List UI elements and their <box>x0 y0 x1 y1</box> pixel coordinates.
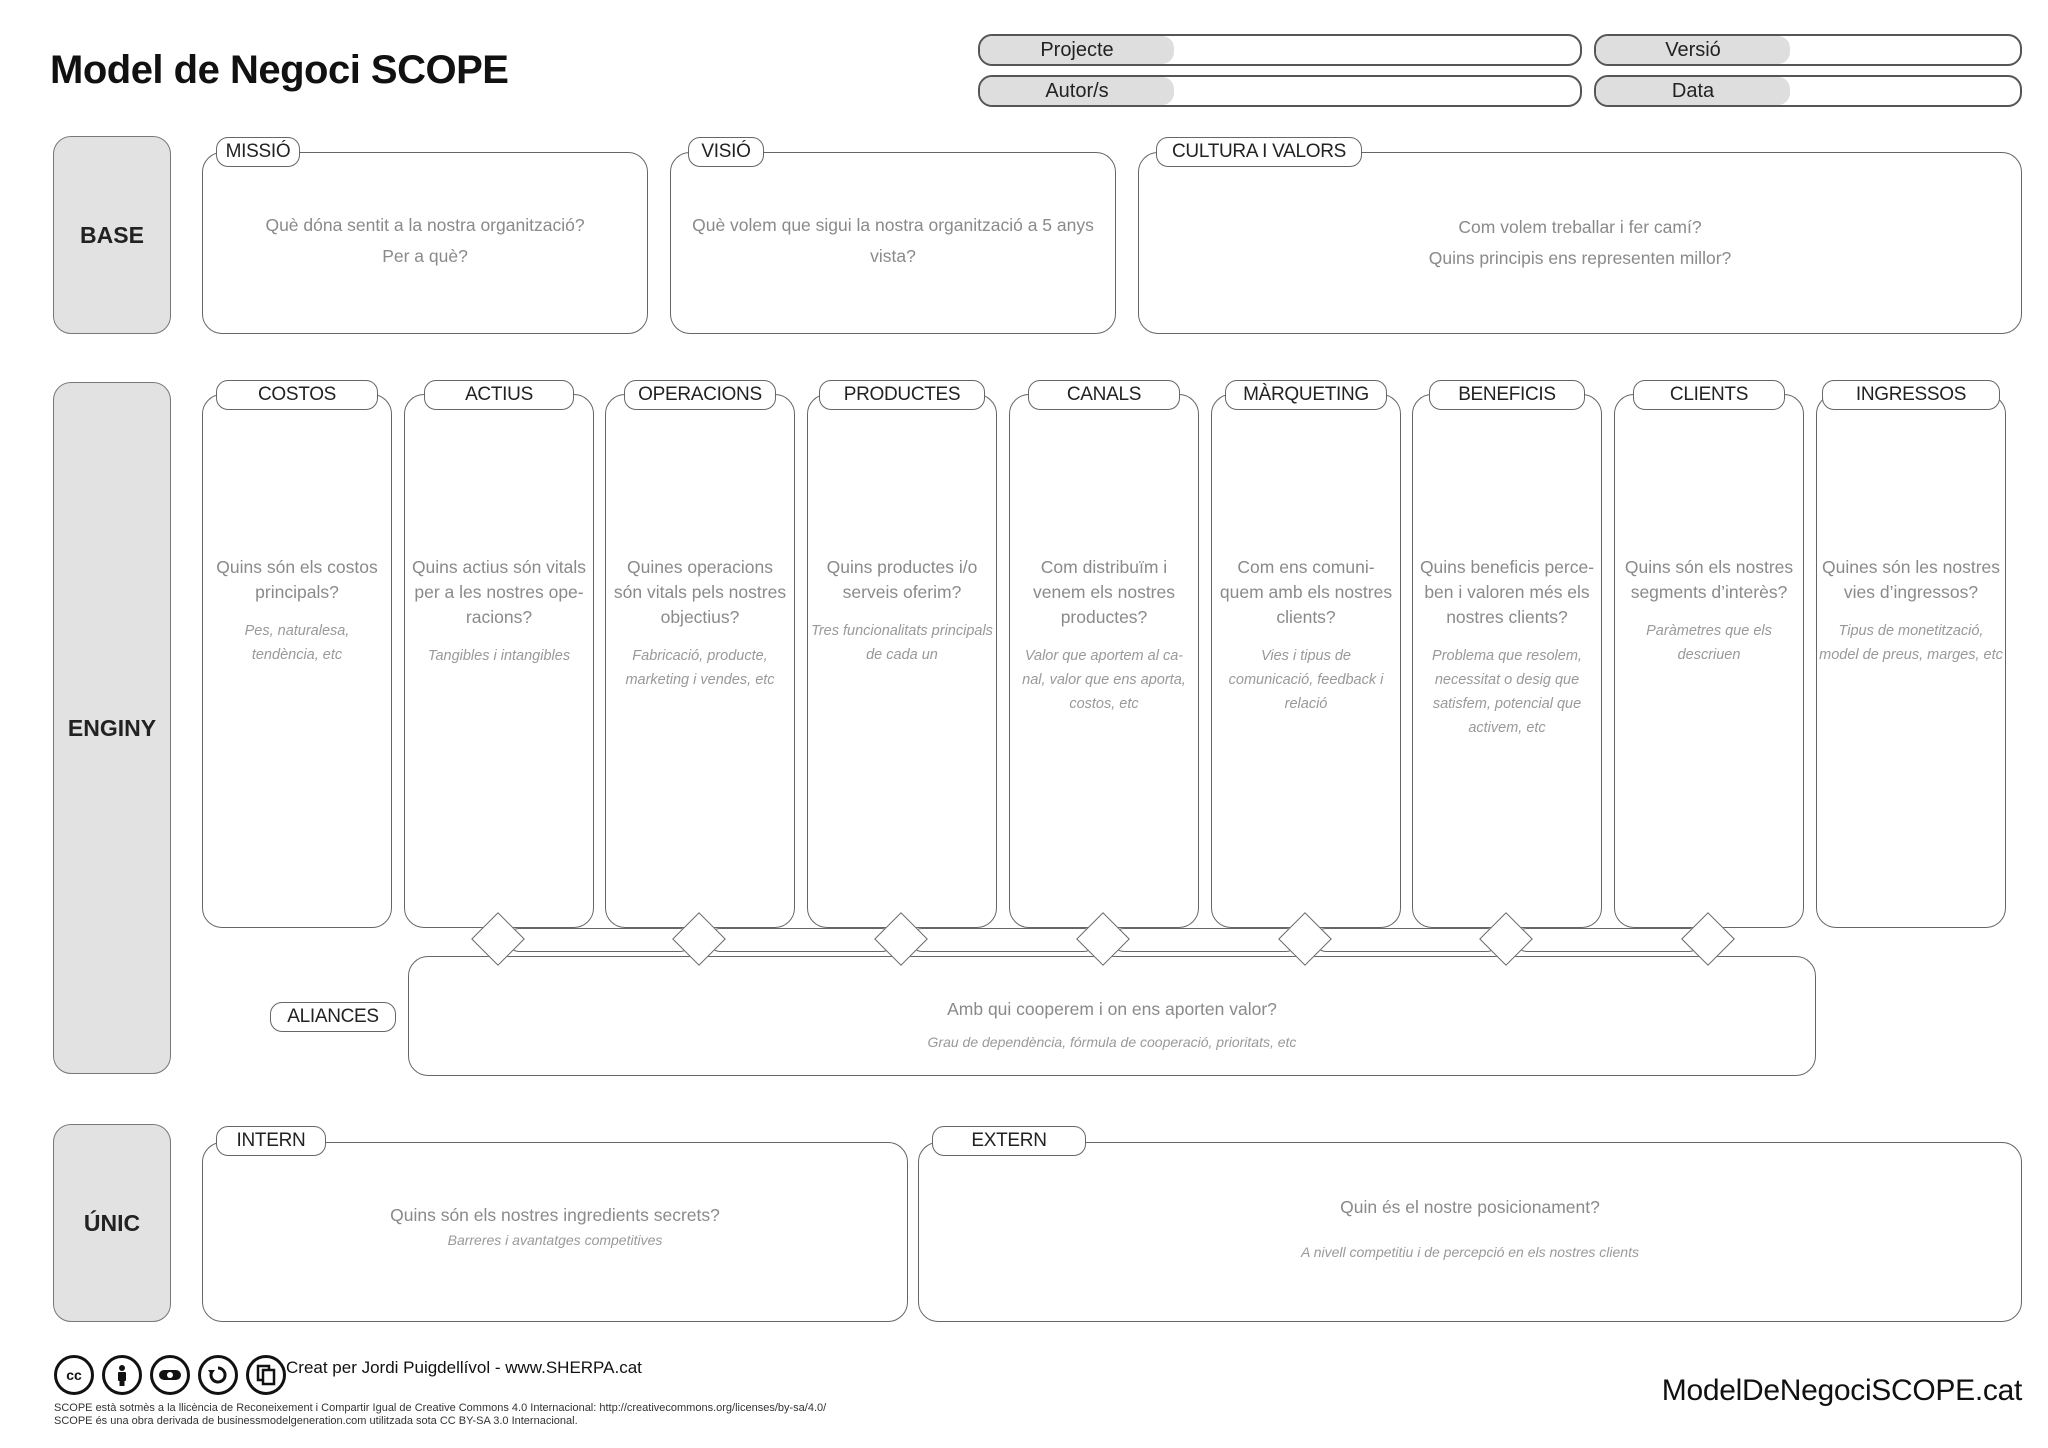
extern-box[interactable] <box>918 1142 2022 1322</box>
connector-bar <box>910 928 1096 952</box>
column-hint-line: Valor que aportem al ca- <box>1024 648 1184 664</box>
column-question-line: Com ens comuni- <box>1237 557 1375 577</box>
column-hint-line: Paràmetres que els <box>1646 623 1772 639</box>
cultura-question-2: Quins principis ens representen millor? <box>1428 248 1732 268</box>
noncommercial-icon <box>150 1355 190 1395</box>
column-hint-line: marketing i vendes, etc <box>625 672 775 688</box>
connector-bar <box>507 928 692 952</box>
column-question-line: racions? <box>465 607 533 627</box>
visio-question-1: Què volem que sigui la nostra organització a 5 anys <box>692 215 1094 235</box>
extern-hint: A nivell competitiu i de percepció en els nostres clients <box>1301 1244 1639 1260</box>
column-3[interactable] <box>807 394 997 928</box>
missio-question-2: Per a què? <box>382 246 468 266</box>
version-field[interactable] <box>1594 34 2022 66</box>
column-question-line: Quins són els nostres <box>1624 557 1794 577</box>
column-hint-line: Tres funcionalitats principals <box>811 623 993 639</box>
date-field[interactable] <box>1594 75 2022 107</box>
section-base: BASE <box>53 136 171 334</box>
column-hint-line: descriuen <box>1677 647 1741 663</box>
column-question-line: objectius? <box>660 607 740 627</box>
column-question-line: Quins productes i/o <box>826 557 978 577</box>
column-question-line: clients? <box>1276 607 1336 627</box>
page-title: Model de Negoci SCOPE <box>50 48 509 92</box>
project-label: Projecte <box>980 36 1174 64</box>
cc-icon: cc <box>54 1355 94 1395</box>
intern-box[interactable] <box>202 1142 908 1322</box>
column-hint-line: Pes, naturalesa, <box>244 623 350 639</box>
aliances-label: ALIANCES <box>270 1002 396 1032</box>
connector-bar <box>708 928 894 952</box>
column-4[interactable] <box>1009 394 1199 928</box>
visio-question-2: vista? <box>870 246 916 266</box>
site-url[interactable]: ModelDeNegociSCOPE.cat <box>1661 1374 2022 1407</box>
date-label: Data <box>1596 77 1790 105</box>
cultura-question-1: Com volem treballar i fer camí? <box>1458 217 1702 237</box>
connector-bar <box>1314 928 1499 952</box>
column-label-1: ACTIUS <box>424 380 574 410</box>
column-question-line: segments d’interès? <box>1630 582 1788 602</box>
column-8[interactable] <box>1816 394 2006 928</box>
column-hint-line: comunicació, feedback i <box>1228 672 1384 688</box>
column-7[interactable] <box>1614 394 1804 928</box>
extern-question: Quin és el nostre posicionament? <box>1340 1197 1600 1217</box>
missio-label: MISSIÓ <box>216 137 300 167</box>
column-hint-line: model de preus, marges, etc <box>1819 647 2003 663</box>
column-hint-line: nal, valor que ens aporta, <box>1022 672 1186 688</box>
column-hint-line: necessitat o desig que <box>1434 672 1580 688</box>
visio-box[interactable] <box>670 152 1116 334</box>
license-line-2: SCOPE és una obra derivada de businessmodelgeneration.com utilitzada sota CC BY-SA 3.0 Internacional. <box>54 1415 578 1427</box>
column-hint-line: relació <box>1284 696 1328 712</box>
author-label: Autor/s <box>980 77 1174 105</box>
column-hint-line: tendència, etc <box>251 647 343 663</box>
version-label: Versió <box>1596 36 1790 64</box>
intern-label: INTERN <box>216 1126 326 1156</box>
column-hint-line: Problema que resolem, <box>1432 648 1582 664</box>
column-label-4: CANALS <box>1028 380 1180 410</box>
column-6[interactable] <box>1412 394 1602 928</box>
column-question-line: Quines són les nostres <box>1822 557 2001 577</box>
column-question-line: per a les nostres ope- <box>414 582 584 602</box>
column-question-line: quem amb els nostres <box>1219 582 1393 602</box>
aliances-box[interactable] <box>408 956 1816 1076</box>
connector-bar <box>1112 928 1298 952</box>
column-question-line: Com distribuïm i <box>1040 557 1168 577</box>
column-hint-line: de cada un <box>866 647 938 663</box>
sharealike-icon <box>198 1355 238 1395</box>
column-question-line: Quins actius són vitals <box>411 557 587 577</box>
column-question-line: Quins beneficis perce- <box>1419 557 1595 577</box>
author-field[interactable] <box>978 75 1582 107</box>
column-question-line: són vitals pels nostres <box>613 582 787 602</box>
column-question-line: vies d’ingressos? <box>1843 582 1979 602</box>
column-question-line: ben i valoren més els <box>1424 582 1590 602</box>
aliances-question: Amb qui cooperem i on ens aporten valor? <box>947 999 1277 1019</box>
column-5[interactable] <box>1211 394 1401 928</box>
cultura-box[interactable] <box>1138 152 2022 334</box>
attribution-icon <box>102 1355 142 1395</box>
license-line-1: SCOPE està sotmès a la llicència de Reconeixement i Compartir Igual de Creative Commons 4.0 Internacional: http://creativecommons.org/licenses/by-sa/4.0/ <box>54 1402 827 1414</box>
column-hint-line: Vies i tipus de <box>1260 648 1351 664</box>
visio-label: VISIÓ <box>688 137 764 167</box>
column-label-2: OPERACIONS <box>624 380 776 410</box>
column-hint-line: satisfem, potencial que <box>1432 696 1582 712</box>
section-enginy: ENGINY <box>53 382 171 1074</box>
column-question-line: Quins són els costos <box>216 557 378 577</box>
column-hint-line: Fabricació, producte, <box>632 648 768 664</box>
column-hint-line: Tipus de monetització, <box>1838 623 1984 639</box>
column-1[interactable] <box>404 394 594 928</box>
column-label-3: PRODUCTES <box>819 380 985 410</box>
intern-question: Quins són els nostres ingredients secrets? <box>390 1205 720 1225</box>
column-label-7: CLIENTS <box>1633 380 1785 410</box>
column-label-0: COSTOS <box>216 380 378 410</box>
credit-text: Creat per Jordi Puigdellívol - www.SHERPA.cat <box>286 1358 642 1377</box>
column-label-6: BENEFICIS <box>1429 380 1585 410</box>
cultura-label: CULTURA I VALORS <box>1156 137 1362 167</box>
section-unic: ÚNIC <box>53 1124 171 1322</box>
column-question-line: nostres clients? <box>1446 607 1568 627</box>
column-label-8: INGRESSOS <box>1822 380 2000 410</box>
column-hint-line: Tangibles i intangibles <box>427 648 571 664</box>
copy-icon <box>246 1355 286 1395</box>
column-question-line: Quines operacions <box>627 557 773 577</box>
connector-bar <box>1515 928 1701 952</box>
column-2[interactable] <box>605 394 795 928</box>
column-question-line: principals? <box>255 582 339 602</box>
column-hint-line: activem, etc <box>1468 720 1546 736</box>
column-question-line: venem els nostres <box>1032 582 1175 602</box>
license-icons <box>54 1355 286 1395</box>
missio-question-1: Què dóna sentit a la nostra organització? <box>265 215 585 235</box>
aliances-hint: Grau de dependència, fórmula de cooperació, prioritats, etc <box>927 1034 1297 1050</box>
intern-hint: Barreres i avantatges competitives <box>447 1232 663 1248</box>
extern-label: EXTERN <box>932 1126 1086 1156</box>
column-question-line: serveis oferim? <box>842 582 962 602</box>
missio-box[interactable] <box>202 152 648 334</box>
column-label-5: MÀRQUETING <box>1225 380 1387 410</box>
column-0[interactable] <box>202 394 392 928</box>
column-hint-line: costos, etc <box>1069 696 1139 712</box>
project-field[interactable] <box>978 34 1582 66</box>
column-question-line: productes? <box>1060 607 1148 627</box>
